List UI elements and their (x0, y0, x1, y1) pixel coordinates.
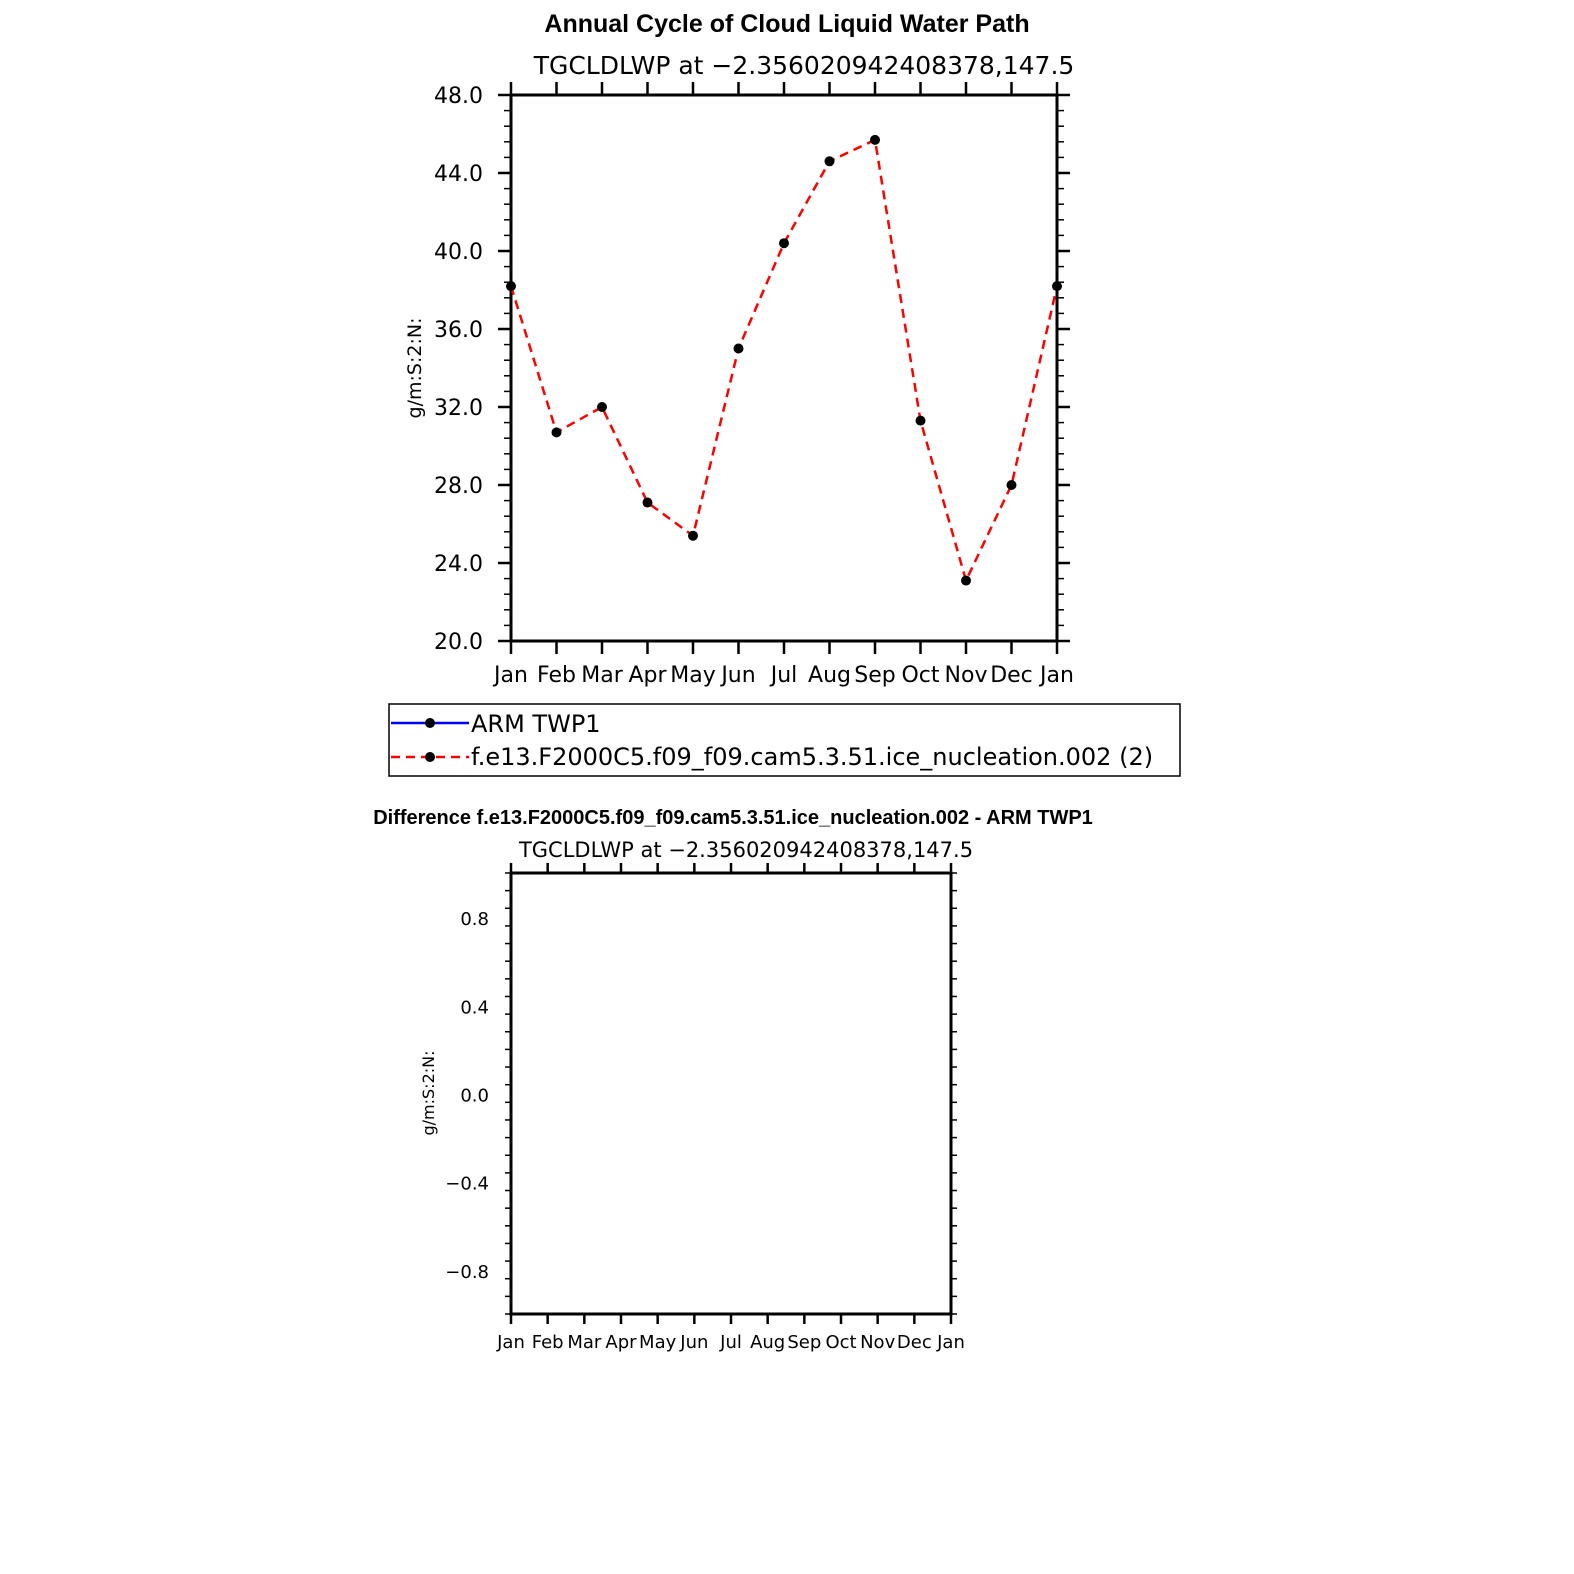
x-tick-label: Feb (531, 1332, 564, 1353)
legend-label-arm: ARM TWP1 (471, 710, 601, 738)
bottom-y-axis-label: g/m:S:2:N: (419, 1050, 438, 1136)
series-line (511, 140, 1057, 581)
x-tick-label: May (639, 1332, 677, 1353)
y-tick-label: 40.0 (434, 240, 483, 265)
x-tick-label: Nov (944, 663, 988, 688)
legend-marker-arm (425, 718, 435, 728)
y-tick-label: 24.0 (434, 552, 483, 577)
x-tick-label: Mar (567, 1332, 602, 1353)
diff-chart-title: Difference f.e13.F2000C5.f09_f09.cam5.3.51.ice_nucleation.002 - ARM TWP1 (373, 807, 1093, 829)
y-tick-label: −0.8 (445, 1261, 489, 1283)
x-tick-label: Jan (497, 1332, 525, 1353)
chart-subtitle: TGCLDLWP at −2.356020942408378,147.5 (533, 51, 1075, 80)
x-tick-label: Oct (825, 1332, 857, 1353)
x-tick-label: Dec (990, 663, 1033, 688)
bottom-plot-frame (511, 873, 951, 1314)
data-point (779, 238, 789, 248)
data-point (825, 156, 835, 166)
y-tick-label: 0.8 (460, 909, 489, 931)
x-tick-label: Jan (1040, 663, 1074, 688)
bottom-axis-ticks (505, 863, 957, 1324)
top-x-tick-labels (492, 663, 1074, 688)
bottom-x-tick-labels (496, 1332, 965, 1353)
legend-label-model: f.e13.F2000C5.f09_f09.cam5.3.51.ice_nucleation.002 (2) (471, 743, 1154, 771)
y-tick-label: 32.0 (434, 396, 483, 421)
x-tick-label: Mar (581, 663, 623, 688)
x-tick-label: Dec (896, 1332, 932, 1353)
y-tick-label: 36.0 (434, 318, 483, 343)
x-tick-label: Jun (680, 1332, 709, 1353)
y-tick-label: −0.4 (445, 1173, 489, 1195)
data-point (552, 427, 562, 437)
x-tick-label: Oct (901, 663, 940, 688)
y-tick-label: 0.4 (460, 997, 489, 1019)
y-tick-label: 28.0 (434, 474, 483, 499)
data-point (870, 135, 880, 145)
data-point (506, 281, 516, 291)
data-point (597, 402, 607, 412)
x-tick-label: Sep (854, 663, 896, 688)
y-tick-label: 44.0 (434, 162, 483, 187)
top-y-axis-label: g/m:S:2:N: (404, 317, 426, 419)
x-tick-label: Jul (720, 1332, 742, 1353)
x-tick-label: Apr (628, 663, 667, 688)
x-tick-label: Feb (537, 663, 576, 688)
data-point (961, 576, 971, 586)
data-point (1052, 281, 1062, 291)
x-tick-label: Apr (605, 1332, 637, 1353)
data-point (688, 531, 698, 541)
x-tick-label: Jan (937, 1332, 965, 1353)
top-series (506, 135, 1062, 586)
x-tick-label: Nov (860, 1332, 896, 1353)
x-tick-label: Jun (721, 663, 756, 688)
y-tick-label: 0.0 (460, 1085, 489, 1107)
top-axis-ticks (498, 82, 1070, 654)
x-tick-label: May (670, 663, 716, 688)
data-point (643, 498, 653, 508)
data-point (916, 416, 926, 426)
chart-title: Annual Cycle of Cloud Liquid Water Path (544, 10, 1030, 38)
x-tick-label: Jul (770, 663, 798, 688)
legend-marker-model (425, 752, 435, 762)
x-tick-label: Jan (494, 663, 528, 688)
data-point (734, 344, 744, 354)
diff-chart-subtitle: TGCLDLWP at −2.356020942408378,147.5 (518, 838, 974, 862)
bottom-y-tick-labels (445, 909, 489, 1283)
data-point (1007, 480, 1017, 490)
x-tick-label: Sep (787, 1332, 822, 1353)
x-tick-label: Aug (750, 1332, 786, 1353)
y-tick-label: 20.0 (434, 630, 483, 655)
top-y-tick-labels (434, 84, 483, 655)
y-tick-label: 48.0 (434, 84, 483, 109)
x-tick-label: Aug (808, 663, 851, 688)
